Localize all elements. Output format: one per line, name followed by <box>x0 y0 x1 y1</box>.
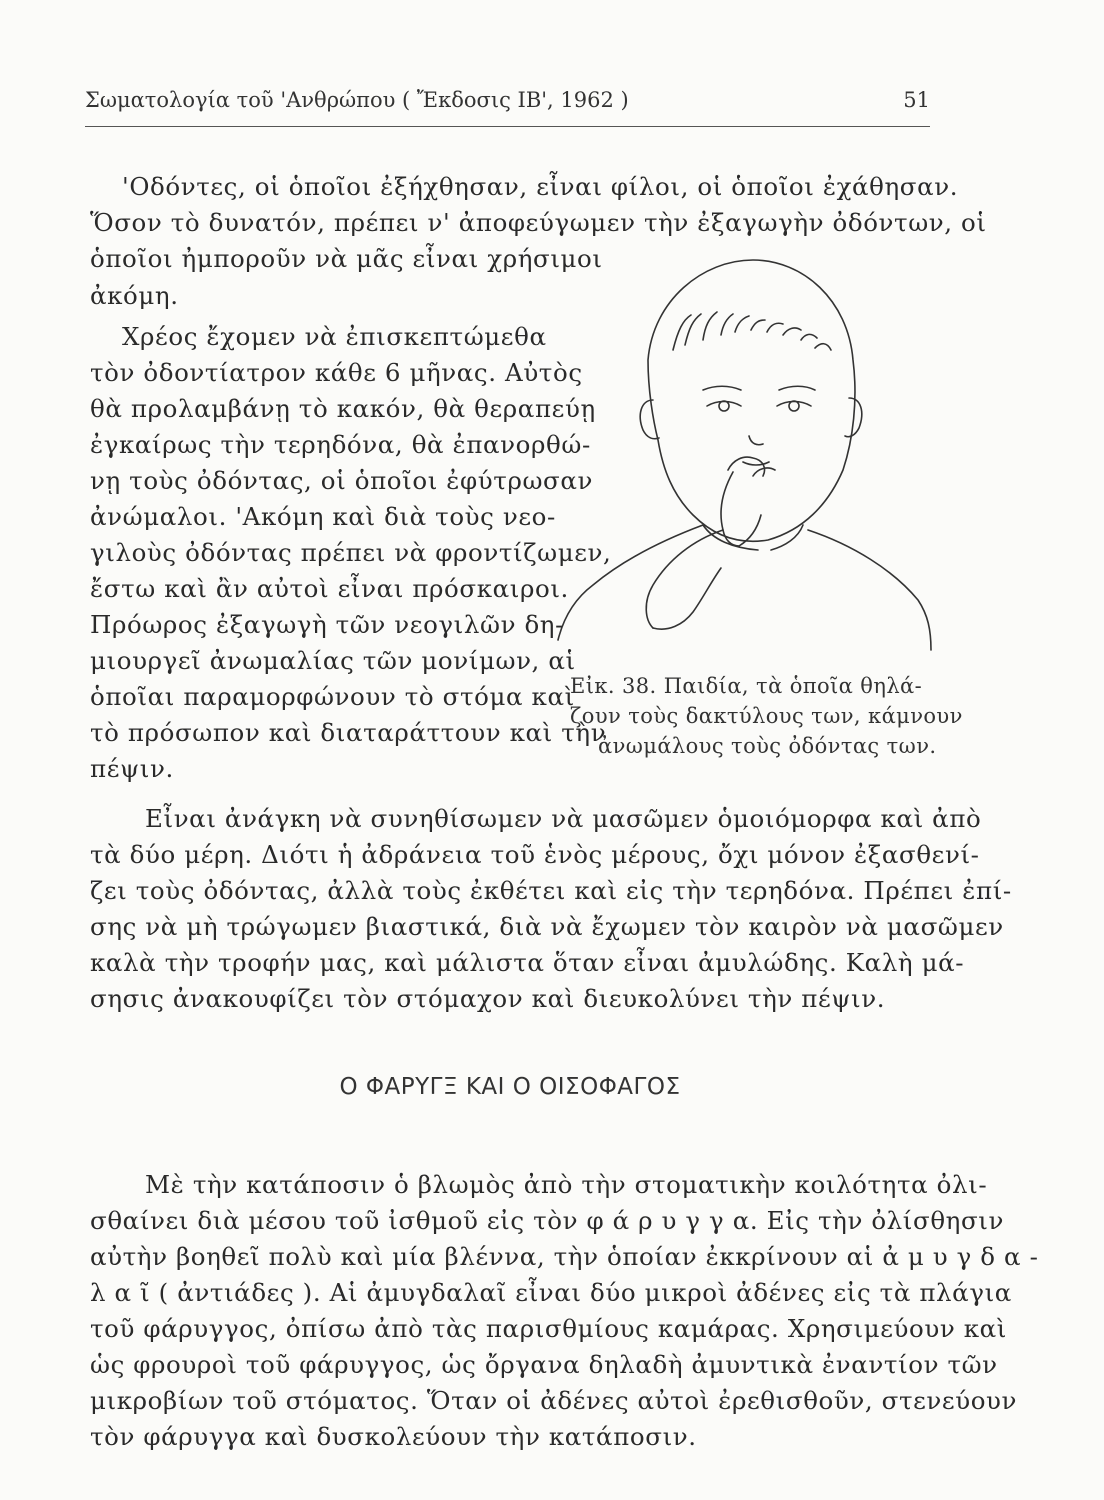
text-line: νῃ τοὺς ὀδόντας, οἱ ὁποῖοι ἐφύτρωσαν <box>90 466 593 495</box>
text-line: Εἶναι ἀνάγκη νὰ συνηθίσωμεν νὰ μασῶμεν ὁμοιόμορφα καὶ ἀπὸ <box>145 804 982 833</box>
text-line: ἀκόμη. <box>90 281 179 310</box>
text-line: ὁποῖαι παραμορφώνουν τὸ στόμα καὶ <box>90 682 575 711</box>
text-line: ἔστω καὶ ἂν αὐτοὶ εἶναι πρόσκαιροι. <box>90 574 569 603</box>
text-line: μιουργεῖ ἀνωμαλίας τῶν μονίμων, αἱ <box>90 646 576 675</box>
text-line: Χρέος ἔχομεν νὰ ἐπισκεπτώμεθα <box>122 322 547 351</box>
text-line: γιλοὺς ὀδόντας πρέπει νὰ φροντίζωμεν, <box>90 538 612 567</box>
text-line: ὁποῖοι ἠμποροῦν νὰ μᾶς εἶναι χρήσιμοι <box>90 244 603 273</box>
text-line: τὸ πρόσωπον καὶ διαταράττουν καὶ τὴν <box>90 718 607 747</box>
text-line: μικροβίων τοῦ στόματος. Ὅταν οἱ ἀδένες αὐτοὶ ἐρεθισθοῦν, στενεύουν <box>90 1386 1018 1415</box>
figure-child-illustration <box>553 240 933 670</box>
text-line: ἐγκαίρως τὴν τερηδόνα, θὰ ἐπανορθώ- <box>90 430 591 459</box>
text-line: Πρόωρος ἐξαγωγὴ τῶν νεογιλῶν δη- <box>90 610 564 639</box>
text-line: Ὅσον τὸ δυνατόν, πρέπει ν' ἀποφεύγωμεν τὴν ἐξαγωγὴν ὀδόντων, οἱ <box>90 208 987 237</box>
text-line: Μὲ τὴν κατάποσιν ὁ βλωμὸς ἀπὸ τὴν στοματικὴν κοιλότητα ὀλι- <box>145 1170 988 1199</box>
text-line: τὸν φάρυγγα καὶ δυσκολεύουν τὴν κατάποσιν. <box>90 1422 697 1451</box>
running-title: Σωματολογία τοῦ 'Ανθρώπου ( Ἔκδοσις ΙΒ', 1962 ) <box>85 88 629 112</box>
text-line: ὡς φρουροὶ τοῦ φάρυγγος, ὡς ὄργανα δηλαδὴ ἀμυντικὰ ἐναντίον τῶν <box>90 1350 998 1379</box>
text-line: πέψιν. <box>90 754 174 783</box>
text-line: 'Οδόντες, οἱ ὁποῖοι ἐξήχθησαν, εἶναι φίλοι, οἱ ὁποῖοι ἐχάθησαν. <box>122 172 959 201</box>
caption-line: Εἰκ. 38. Παιδία, τὰ ὁποῖα θηλά- <box>570 674 923 698</box>
text-line: σησις ἀνακουφίζει τὸν στόμαχον καὶ διευκολύνει τὴν πέψιν. <box>90 984 886 1013</box>
text-line: ζει τοὺς ὀδόντας, ἀλλὰ τοὺς ἐκθέτει καὶ εἰς τὴν τερηδόνα. Πρέπει ἐπί- <box>90 876 1012 905</box>
text-line: τοῦ φάρυγγος, ὀπίσω ἀπὸ τὰς παρισθμίους καμάρας. Χρησιμεύουν καὶ <box>90 1314 1007 1343</box>
text-line: σης νὰ μὴ τρώγωμεν βιαστικά, διὰ νὰ ἔχωμεν τὸν καιρὸν νὰ μασῶμεν <box>90 912 1004 941</box>
page-number: 51 <box>903 88 930 112</box>
caption-line: ἀνωμάλους τοὺς ὀδόντας των. <box>598 734 937 758</box>
text-line: θὰ προλαμβάνῃ τὸ κακόν, θὰ θεραπεύῃ <box>90 394 596 423</box>
text-line: λ α ῖ ( ἀντιάδες ). Αἱ ἀμυγδαλαῖ εἶναι δύο μικροὶ ἀδένες εἰς τὰ πλάγια <box>90 1278 1012 1307</box>
text-line: ἀνώμαλοι. 'Ακόμη καὶ διὰ τοὺς νεο- <box>90 502 556 531</box>
section-title: Ο ΦΑΡΥΓΞ ΚΑΙ Ο ΟΙΣΟΦΑΓΟΣ <box>339 1074 681 1100</box>
text-line: τὰ δύο μέρη. Διότι ἡ ἀδράνεια τοῦ ἑνὸς μέρους, ὄχι μόνον ἐξασθενί- <box>90 840 980 869</box>
caption-line: ζουν τοὺς δακτύλους των, κάμνουν <box>570 704 963 728</box>
text-line: σθαίνει διὰ μέσου τοῦ ἰσθμοῦ εἰς τὸν φ ά ρ υ γ γ α. Εἰς τὴν ὀλίσθησιν <box>90 1206 1004 1235</box>
running-header <box>85 88 930 118</box>
text-line: αὐτὴν βοηθεῖ πολὺ καὶ μία βλέννα, τὴν ὁποίαν ἐκκρίνουν αἱ ἀ μ υ γ δ α - <box>90 1242 1039 1271</box>
text-line: τὸν ὀδοντίατρον κάθε 6 μῆνας. Αὐτὸς <box>90 358 583 387</box>
text-line: καλὰ τὴν τροφήν μας, καὶ μάλιστα ὅταν εἶναι ἀμυλώδης. Καλὴ μά- <box>90 948 965 977</box>
header-rule <box>85 126 930 127</box>
